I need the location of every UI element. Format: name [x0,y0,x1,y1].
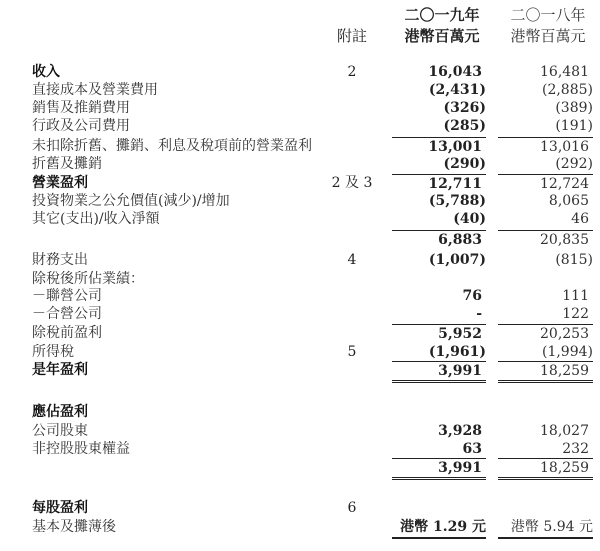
row-eps-heading [0,499,600,518]
row-joint-ventures [0,305,600,324]
row-shareholders [0,422,600,441]
value-2019: - [476,306,482,322]
row-revenue [0,63,600,82]
row-label: 基本及攤薄後 [32,519,116,535]
col-2018-unit: 港幣百萬元 [510,27,586,45]
row-depreciation [0,155,600,174]
row-attributable-total [0,458,600,477]
row-direct-costs [0,81,600,100]
col-2018-year: 二〇一八年 [510,6,586,24]
value-2018: (389) [555,100,593,116]
row-associates [0,287,600,306]
value-2018: 18,259 [498,458,593,480]
row-operating-profit [0,174,600,193]
row-label: 財務支出 [32,252,88,268]
row-label: 收入 [32,64,60,80]
row-income-tax [0,343,600,362]
row-profit-before-tax [0,324,600,343]
value-2018: 12,724 [498,174,593,194]
row-label: －聯營公司 [32,288,102,304]
row-other-income [0,210,600,229]
value-2018: (2,885) [541,82,593,98]
row-non-controlling [0,440,600,459]
value-2018: (292) [555,156,593,172]
row-selling-expenses [0,99,600,118]
row-fair-value-change [0,192,600,211]
value-2019: 3,928 [438,423,482,439]
value-2019: 港幣 1.29 元 [392,518,486,539]
row-label: 投資物業之公允價值(減少)/增加 [32,193,230,209]
value-2019: 6,883 [392,230,486,250]
value-2019: (1,007) [428,252,486,268]
value-2019: (326) [443,100,486,116]
row-label: 公司股東 [32,423,88,439]
row-note: 5 [347,344,357,360]
row-label: 折舊及攤銷 [32,156,102,172]
col-2019-unit: 港幣百萬元 [404,27,480,45]
value-2018: (1,994) [541,344,593,360]
value-2018: 18,027 [540,423,589,439]
row-attributable-heading [0,403,600,422]
value-2019: (40) [453,211,486,227]
row-label: 除稅後所佔業績： [32,271,144,287]
row-finance-costs [0,251,600,270]
value-2018: 20,253 [498,324,593,344]
value-2019: 12,711 [392,174,486,194]
row-note: 6 [347,500,357,516]
row-label: 直接成本及營業費用 [32,82,158,98]
value-2018: 232 [562,441,589,457]
row-label: 應佔盈利 [32,404,88,420]
value-2019: 3,991 [392,361,486,383]
value-2018: 18,259 [498,361,593,383]
value-2018: (815) [555,252,593,268]
value-2018: 港幣 5.94 元 [498,518,593,539]
value-2019: 63 [462,441,482,457]
value-2018: 16,481 [540,64,589,80]
row-note: 4 [347,252,357,268]
value-2019: (5,788) [428,193,486,209]
row-label: 每股盈利 [32,500,88,516]
row-subtotal [0,230,600,249]
value-2018: 46 [571,211,589,227]
note-column-header: 附註 [336,27,367,45]
value-2018: 8,065 [548,193,589,209]
value-2018: 13,016 [498,137,593,157]
row-label: 非控股股東權益 [32,441,130,457]
value-2019: 5,952 [392,324,486,344]
row-note: 2 及 3 [331,175,373,191]
value-2019: 13,001 [392,137,486,157]
row-label: 營業盈利 [32,175,88,191]
row-label: 除稅前盈利 [32,325,102,341]
value-2018: (191) [555,118,593,134]
value-2018: 122 [562,306,589,322]
row-label: 是年盈利 [32,362,88,378]
value-2019: 16,043 [428,64,482,80]
row-label: 未扣除折舊、攤銷、利息及稅項前的營業盈利 [32,138,312,154]
value-2019: (1,961) [428,344,486,360]
row-eps-basic-diluted [0,518,600,537]
value-2019: (290) [443,156,486,172]
value-2019: 76 [462,288,482,304]
row-label: 銷售及推銷費用 [32,100,130,116]
value-2019: (2,431) [428,82,486,98]
row-label: －合營公司 [32,306,102,322]
row-profit-for-year [0,361,600,380]
row-label: 所得稅 [32,344,74,360]
row-note: 2 [347,64,357,80]
value-2018: 111 [562,288,589,304]
row-label: 行政及公司費用 [32,118,130,134]
value-2019: 3,991 [392,458,486,480]
row-ebitda [0,137,600,156]
col-2019-year: 二〇一九年 [404,6,480,24]
value-2019: (285) [443,118,486,134]
value-2018: 20,835 [498,230,593,250]
row-label: 其它(支出)/收入淨額 [32,211,160,227]
row-admin-expenses [0,117,600,136]
